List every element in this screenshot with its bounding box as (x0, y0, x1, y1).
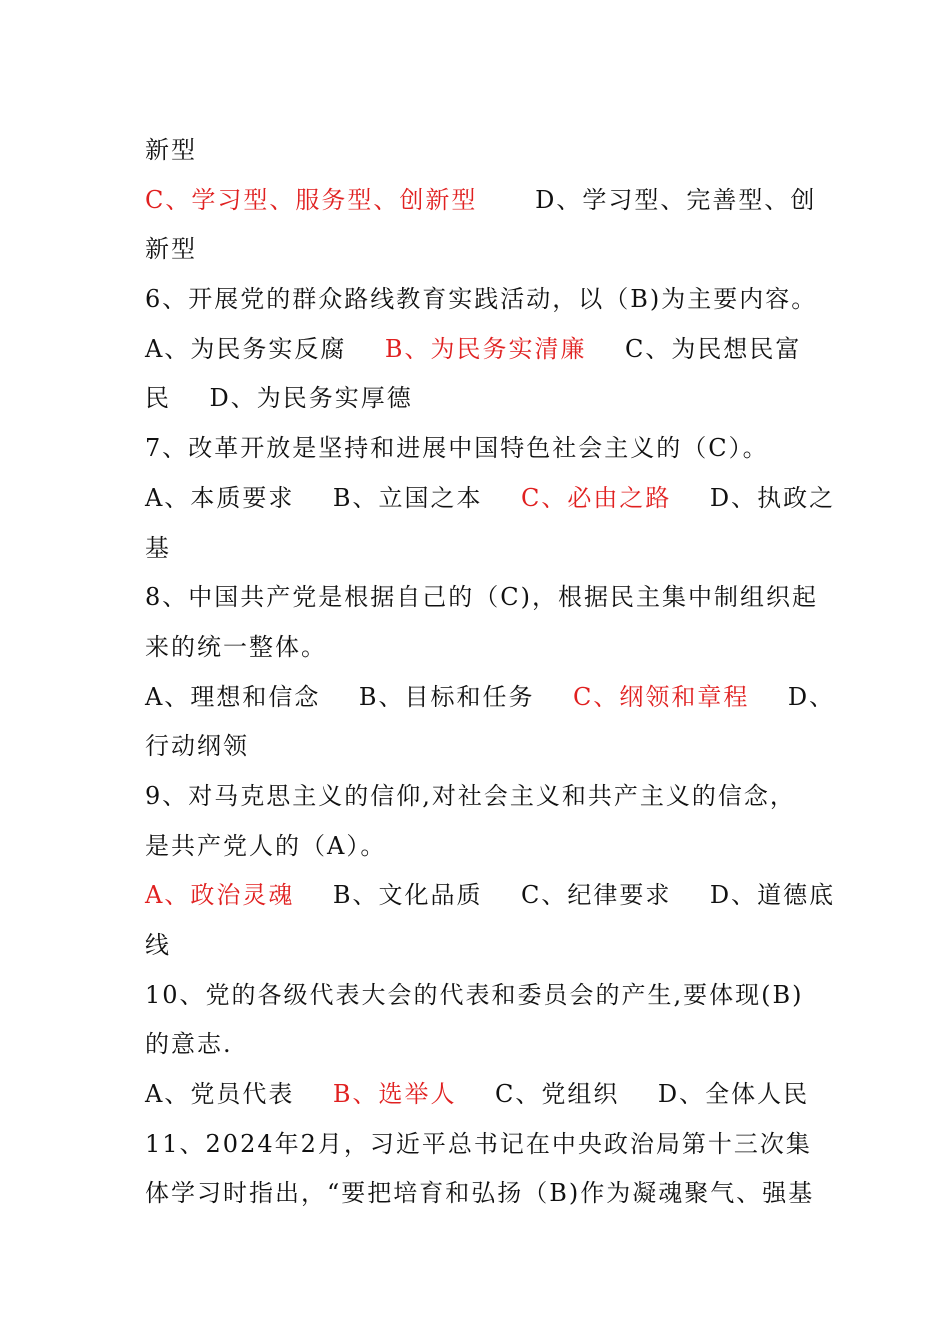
text-line (145, 1169, 815, 1219)
text-line (145, 176, 817, 226)
text-line (145, 921, 805, 971)
text-segment: D、执政之 (671, 483, 836, 512)
text-line (145, 474, 836, 524)
text-segment: 民 D、为民务实厚德 (145, 384, 413, 413)
text-segment: 线 (145, 931, 171, 959)
text-segment: 9、对马克思主义的信仰,对社会主义和共产主义的信念， (145, 781, 796, 810)
text-segment: 新型 (145, 235, 197, 264)
text-line (145, 871, 836, 921)
text-line (145, 722, 805, 772)
answer-option-highlighted: C、学习型、服务型、创新型 (145, 185, 478, 214)
text-segment: A、理想和信念 B、目标和任务 (145, 682, 573, 711)
text-line (145, 822, 805, 872)
text-segment: 基 (145, 533, 171, 562)
text-segment: C、为民想民富 (586, 334, 802, 363)
text-segment: A、本质要求 B、立国之本 (145, 483, 521, 512)
text-line (145, 126, 805, 176)
text-line (145, 524, 805, 574)
text-segment: D、学习型、完善型、创 (477, 185, 817, 214)
text-line (145, 1120, 812, 1170)
text-segment: 是共产党人的（A）。 (145, 831, 387, 860)
text-line (145, 772, 805, 822)
text-line (145, 673, 836, 723)
question-text-body (145, 126, 836, 1219)
text-line (145, 424, 805, 474)
text-line (145, 623, 805, 673)
text-segment: B、文化品质 C、纪律要求 D、道德底 (294, 881, 836, 910)
text-segment: 10、党的各级代表大会的代表和委员会的产生,要体现(B) (145, 980, 804, 1009)
text-line (145, 275, 818, 325)
answer-option-highlighted: B、选举人 (332, 1080, 457, 1109)
answer-option-highlighted: C、必由之路 (521, 483, 672, 512)
text-line (145, 971, 805, 1021)
text-segment: 6、开展党的群众路线教育实践活动，以（B)为主要内容。 (145, 285, 818, 314)
text-segment: C、党组织 D、全体人民 (456, 1080, 810, 1109)
text-segment: 7、改革开放是坚持和进展中国特色社会主义的（C）。 (145, 434, 769, 463)
text-line (145, 325, 805, 375)
answer-option-highlighted: A、政治灵魂 (145, 881, 295, 910)
text-segment: D、 (749, 682, 836, 711)
text-segment: 新型 (145, 136, 197, 164)
text-segment: 8、中国共产党是根据自己的（C)，根据民主集中制组织起 (145, 583, 818, 612)
text-segment: 11、2024年2月，习近平总书记在中央政治局第十三次集 (145, 1129, 812, 1158)
text-segment: 的意志. (145, 1030, 233, 1059)
text-line (145, 1070, 810, 1120)
text-segment: 体学习时指出，“要把培育和弘扬（B)作为凝魂聚气、强基 (145, 1179, 815, 1208)
answer-option-highlighted: B、为民务实清廉 (384, 334, 587, 363)
text-segment: A、党员代表 (145, 1080, 333, 1109)
text-segment: A、为民务实反腐 (145, 334, 385, 363)
text-line (145, 374, 805, 424)
text-segment: 来的统一整体。 (145, 632, 327, 661)
text-line (145, 573, 818, 623)
text-line (145, 225, 805, 275)
text-line (145, 1020, 805, 1070)
text-segment: 行动纲领 (145, 732, 249, 761)
answer-option-highlighted: C、纲领和章程 (573, 682, 750, 711)
